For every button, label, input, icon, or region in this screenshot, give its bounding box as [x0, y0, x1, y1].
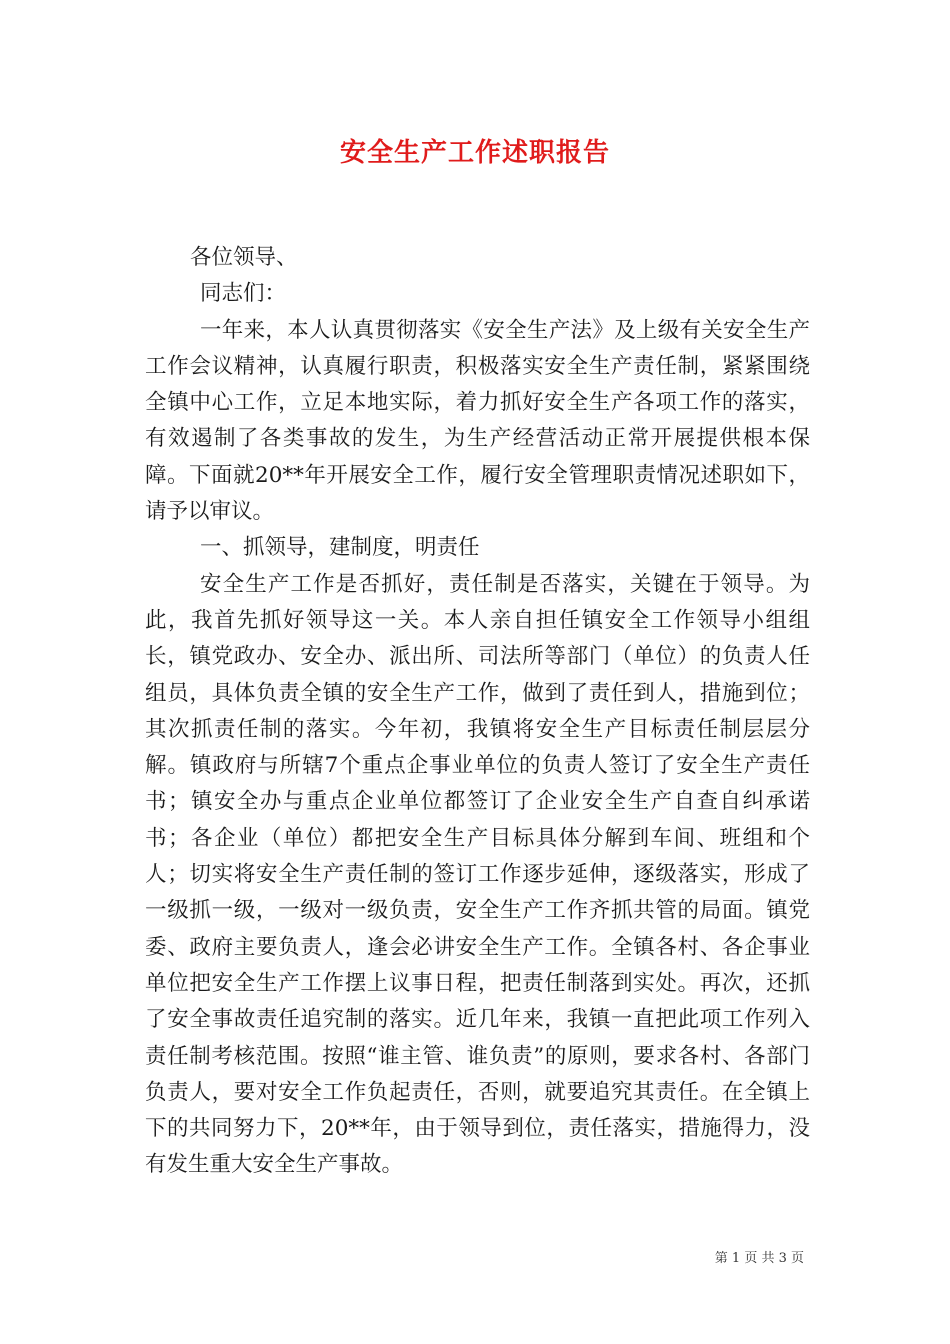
section-1-heading: 一、抓领导，建制度，明责任 — [200, 535, 480, 561]
document-body — [145, 240, 810, 1184]
salutation-line-2: 同志们： — [200, 281, 287, 307]
section-1-paragraph: 安全生产工作是否抓好，责任制是否落实，关键在于领导。为此，我首先抓好领导这一关。本人亲自担任镇安全工作领导小组组长，镇党政办、安全办、派出所、司法所等部门（单位）的负责人任组员，具体负责全镇的安全生产工作，做到了责任到人，措施到位；其次抓责任制的落实。今年初，我镇将安全生产目标责任制层层分解。镇政府与所辖7个重点企事业单位的负责人签订了安全生产责任书；镇安全办与重点企业单位都签订了企业安全生产自查自纠承诺书；各企业（单位）都把安全生产目标具体分解到车间、班组和个人；切实将安全生产责任制的签订工作逐步延伸，逐级落实，形成了一级抓一级，一级对一级负责，安全生产工作齐抓共管的局面。镇党委、政府主要负责人，逢会必讲安全生产工作。全镇各村、各企事业单位把安全生产工作摆上议事日程，把责任制落到实处。再次，还抓了安全事故责任追究制的落实。近几年来，我镇一直把此项工作列入责任制考核范围。按照“谁主管、谁负责”的原则，要求各村、各部门负责人，要对安全工作负起责任，否则，就要追究其责任。在全镇上下的共同努力下，20**年，由于领导到位，责任落实，措施得力，没有发生重大安全生产事故。 — [145, 571, 810, 1178]
salutation-line-1: 各位领导、 — [190, 245, 298, 270]
document-title: 安全生产工作述职报告 — [339, 138, 610, 168]
intro-paragraph: 一年来，本人认真贯彻落实《安全生产法》及上级有关安全生产工作会议精神，认真履行职责，积极落实安全生产责任制，紧紧围绕全镇中心工作，立足本地实际，着力抓好安全生产各项工作的落实，有效遏制了各类事故的发生，为生产经营活动正常开展提供根本保障。下面就20**年开展安全工作，履行安全管理职责情况述职如下，请予以审议。 — [145, 317, 810, 525]
page-number-footer: 第 1 页 共 3 页 — [714, 1251, 804, 1266]
